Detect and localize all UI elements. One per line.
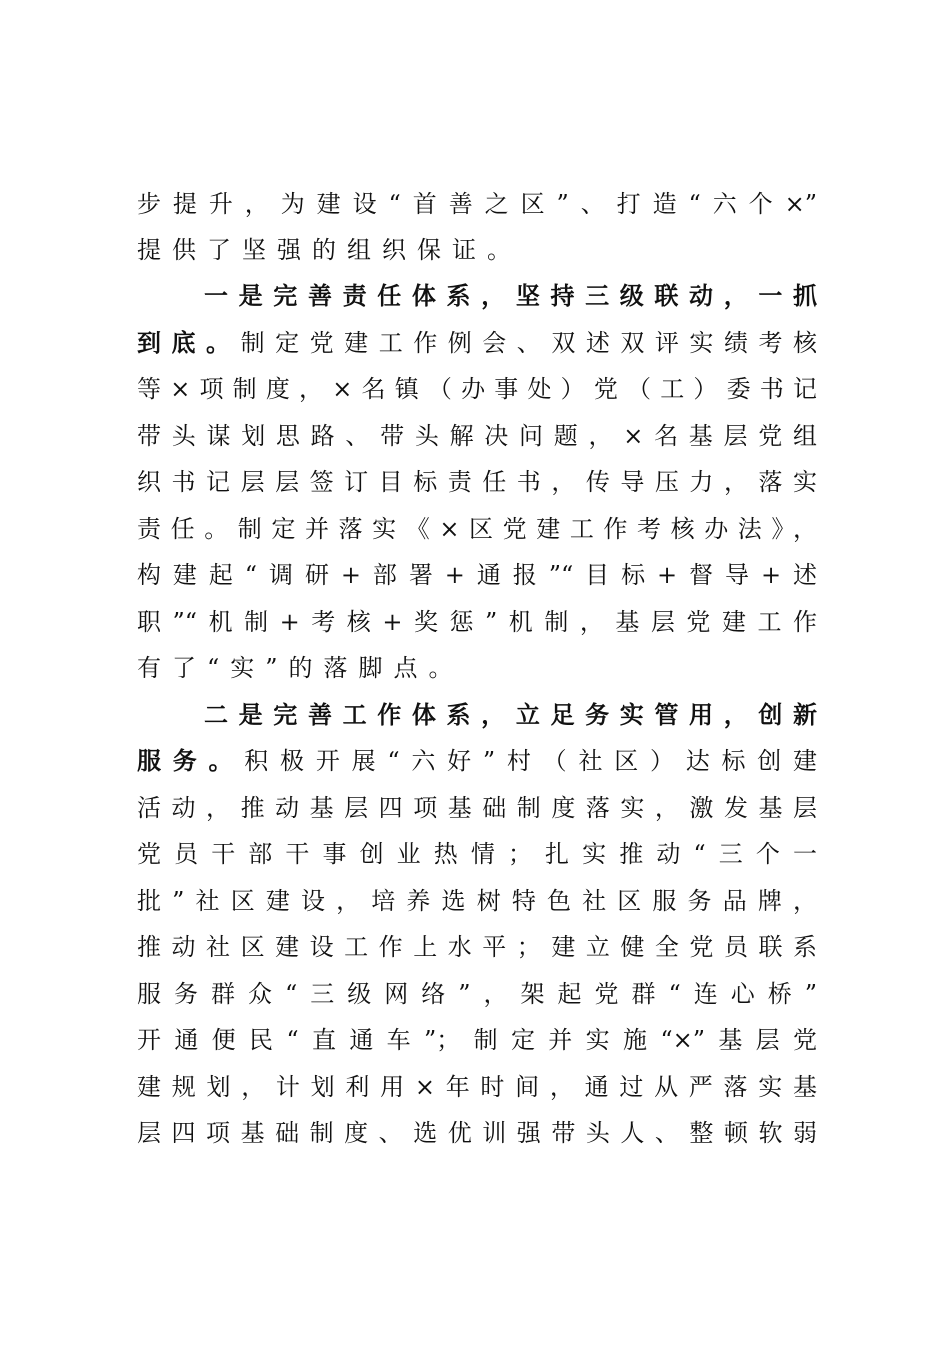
text-run: 提供了坚强的组织保证。 xyxy=(137,236,522,264)
body-text-line xyxy=(137,373,817,405)
text-run: 党员干部干事创业热情；扎实推动“三个一 xyxy=(137,840,817,868)
body-text-line xyxy=(137,466,817,498)
body-text-line xyxy=(137,792,817,824)
body-text-line xyxy=(137,838,817,870)
body-text-line xyxy=(137,931,817,963)
text-run: 批”社区建设，培养选树特色社区服务品牌， xyxy=(137,887,817,915)
bold-heading-run: 服务。 xyxy=(137,746,245,775)
text-run: 活动，推动基层四项基础制度落实，激发基层 xyxy=(137,794,817,822)
text-run: 建规划，计划利用×年时间，通过从严落实基 xyxy=(137,1073,817,1101)
body-text-line xyxy=(137,327,817,359)
text-run: 职”“机制+考核+奖惩”机制，基层党建工作 xyxy=(137,608,817,636)
text-run: 构建起“调研+部署+通报”“目标+督导+述 xyxy=(137,561,817,589)
text-run: 带头谋划思路、带头解决问题，×名基层党组 xyxy=(137,422,817,450)
text-run: 层四项基础制度、选优训强带头人、整顿软弱 xyxy=(137,1119,817,1147)
body-text-line xyxy=(137,978,817,1010)
body-text-line xyxy=(137,745,817,777)
text-run: 制定党建工作例会、双述双评实绩考核 xyxy=(240,329,818,357)
section-heading-line xyxy=(204,699,817,731)
section-heading-line xyxy=(204,280,817,312)
body-text-line xyxy=(137,652,817,684)
body-text-line xyxy=(137,1024,817,1056)
body-text-line xyxy=(137,420,817,452)
text-run: 服务群众“三级网络”，架起党群“连心桥” xyxy=(137,980,817,1008)
text-run: 推动社区建设工作上水平；建立健全党员联系 xyxy=(137,933,817,961)
text-run: 织书记层层签订目标责任书，传导压力，落实 xyxy=(137,468,817,496)
body-text-line xyxy=(137,885,817,917)
bold-heading-run: 一是完善责任体系，坚持三级联动，一抓 xyxy=(204,281,817,310)
bold-heading-run: 到底。 xyxy=(137,328,241,357)
bold-heading-run: 二是完善工作体系，立足务实管用，创新 xyxy=(204,700,817,729)
text-run: 等×项制度，×名镇（办事处）党（工）委书记 xyxy=(137,375,817,403)
body-text-line xyxy=(137,1071,817,1103)
text-run: 责任。制定并落实《×区党建工作考核办法》， xyxy=(137,515,817,543)
body-text-line xyxy=(137,1117,817,1149)
body-text-line xyxy=(137,513,817,545)
body-text-line xyxy=(137,606,817,638)
body-text-line xyxy=(137,559,817,591)
text-run: 有了“实”的落脚点。 xyxy=(137,654,464,682)
body-text-line xyxy=(137,234,817,266)
text-run: 步提升，为建设“首善之区”、打造“六个×” xyxy=(137,190,817,218)
text-run: 开通便民“直通车”；制定并实施“×”基层党 xyxy=(137,1026,817,1054)
body-text-line xyxy=(137,188,817,220)
text-run: 积极开展“六好”村（社区）达标创建 xyxy=(244,747,818,775)
